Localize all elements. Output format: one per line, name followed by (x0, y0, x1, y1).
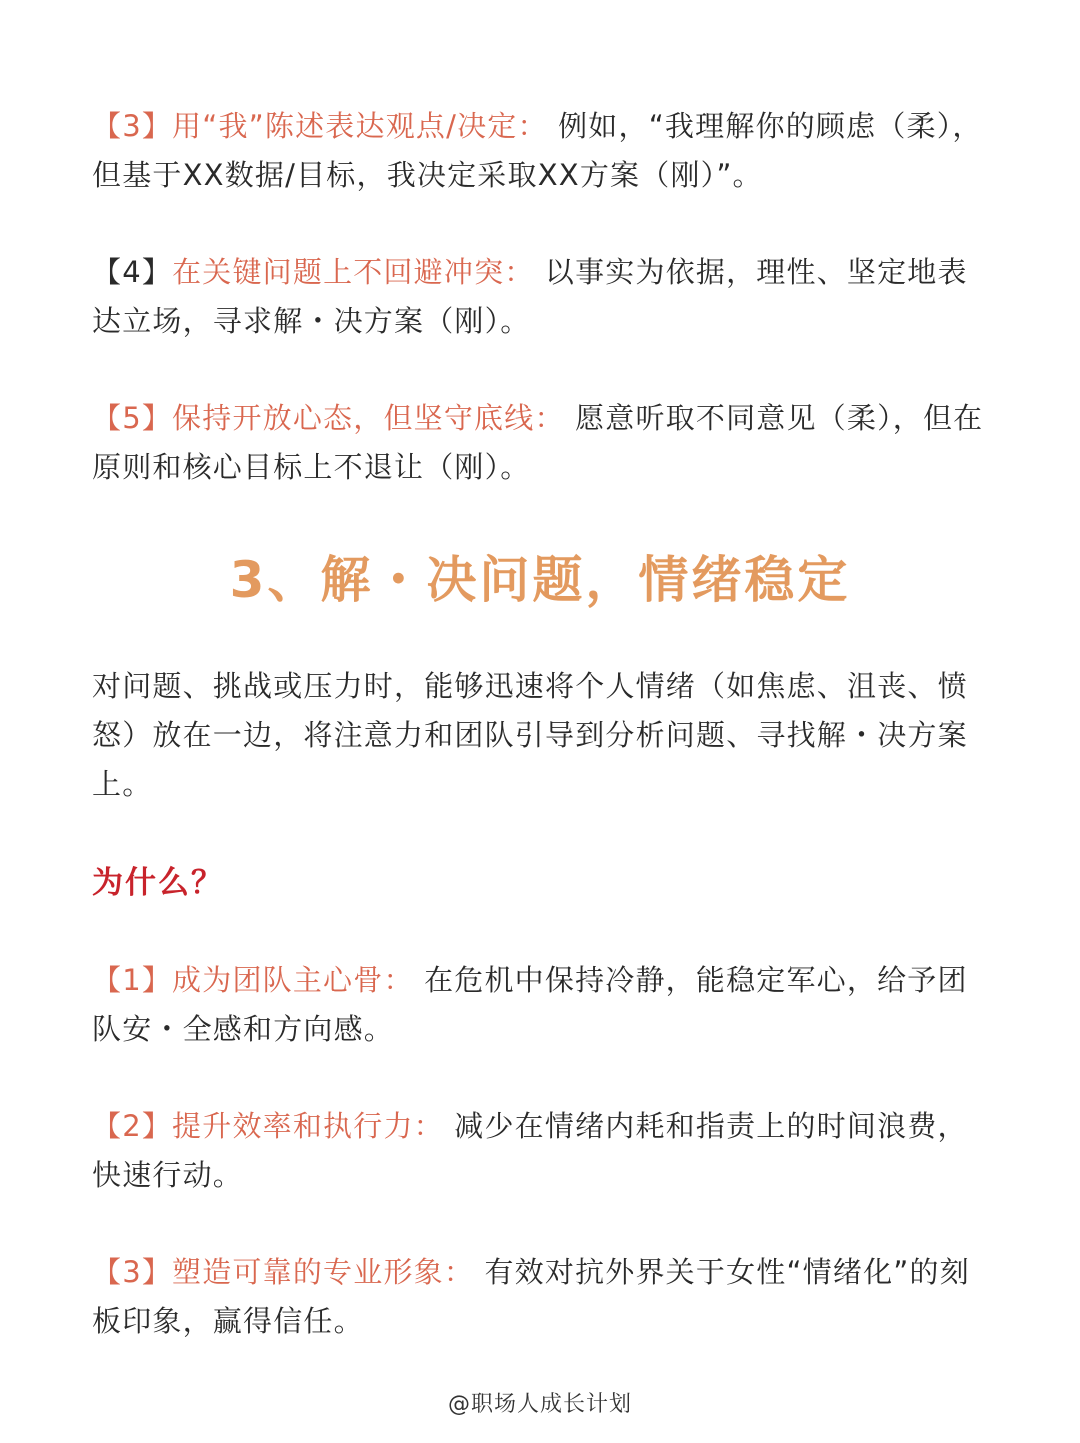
reason-item-3-lead: 【3】塑造可靠的专业形象： (92, 1255, 475, 1289)
section-intro: 对问题、挑战或压力时，能够迅速将个人情绪（如焦虑、沮丧、愤怒）放在一边，将注意力和团队引导到分析问题、寻找解・决方案上。 (92, 669, 968, 801)
reason-item-3 (92, 1248, 992, 1346)
section-title: 3、解・决问题，情绪稳定 (229, 551, 851, 609)
author-watermark: @职场人成长计划 (447, 1392, 632, 1417)
tip-item-5-lead: 【5】保持开放心态，但坚守底线： (92, 401, 565, 435)
reason-item-1 (92, 956, 992, 1054)
reason-item-2-body: 减少在情绪内耗和指责上的时间浪费，快速行动。 (92, 1109, 968, 1192)
tip-item-3 (92, 102, 992, 200)
tip-item-4-bracket: 【4】 (92, 255, 173, 289)
reason-item-2-lead: 【2】提升效率和执行力： (92, 1109, 444, 1143)
tip-item-3-lead: 【3】用“我”陈述表达观点/决定： (92, 109, 548, 143)
tip-item-4-lead: 在关键问题上不回避冲突： (172, 255, 535, 289)
reason-item-3-body: 有效对抗外界关于女性“情绪化”的刻板印象，赢得信任。 (92, 1255, 970, 1338)
reason-item-1-body: 在危机中保持冷静，能稳定军心，给予团队安・全感和方向感。 (92, 963, 968, 1046)
why-heading: 为什么？ (92, 865, 224, 901)
reason-item-2 (92, 1102, 992, 1200)
tip-item-4 (92, 248, 992, 346)
tip-item-5-body: 愿意听取不同意见（柔），但在原则和核心目标上不退让（刚）。 (92, 401, 984, 484)
tip-item-3-body: 例如，“我理解你的顾虑（柔），但基于XX数据/目标，我决定采取XX方案（刚）”。 (92, 109, 983, 192)
tip-item-5 (92, 394, 992, 492)
reason-item-1-lead: 【1】成为团队主心骨： (92, 963, 414, 997)
tip-item-4-body: 以事实为依据，理性、坚定地表达立场，寻求解・决方案（刚）。 (92, 255, 968, 338)
